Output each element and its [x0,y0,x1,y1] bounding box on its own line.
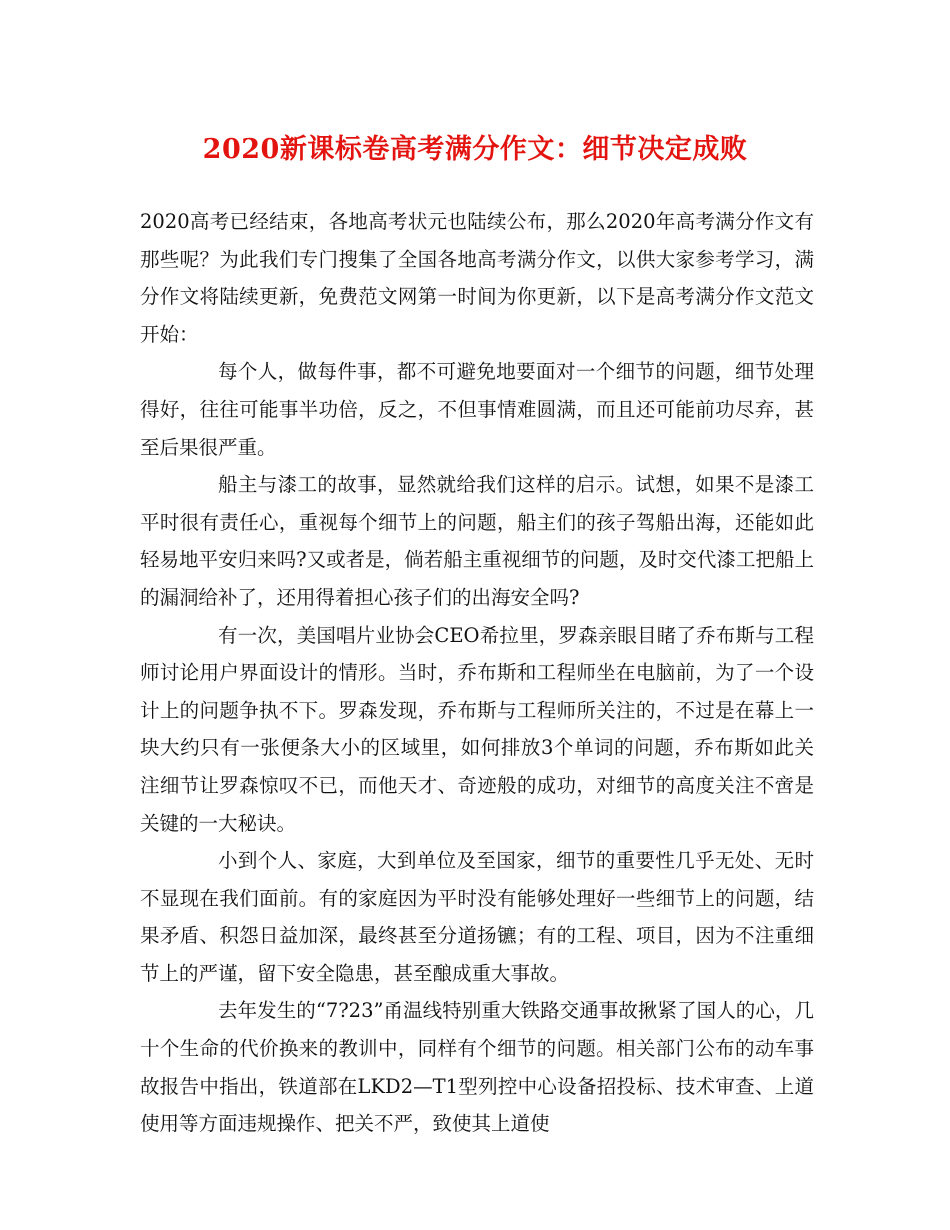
body-paragraph: 每个人，做每件事，都不可避免地要面对一个细节的问题，细节处理得好，往往可能事半功倍，反之，不但事情难圆满，而且还可能前功尽弃，甚至后果很严重。 [140,360,814,459]
body-paragraph: 去年发生的“7?23”甬温线特别重大铁路交通事故揪紧了国人的心，几十个生命的代价换来的教训中，同样有个细节的问题。相关部门公布的动车事故报告中指出，铁道部在LKD2—T1型列控中心设备招投标、技术审查、上道使用等方面违规操作、把关不严，致使其上道使 [140,999,814,1136]
body-paragraph: 小到个人、家庭，大到单位及至国家，细节的重要性几乎无处、无时不显现在我们面前。有的家庭因为平时没有能够处理好一些细节上的问题，结果矛盾、积怨日益加深，最终甚至分道扬镳；有的工程、项目，因为不注重细节上的严谨，留下安全隐患，甚至酿成重大事故。 [140,849,814,985]
intro-paragraph: 2020高考已经结束，各地高考状元也陆续公布，那么2020年高考满分作文有那些呢？为此我们专门搜集了全国各地高考满分作文，以供大家参考学习，满分作文将陆续更新，免费范文网第一时间为你更新，以下是高考满分作文范文开始： [140,210,814,346]
document-title: 2020新课标卷高考满分作文：细节决定成败 [202,134,748,165]
body-paragraph: 有一次，美国唱片业协会CEO希拉里，罗森亲眼目睹了乔布斯与工程师讨论用户界面设计的情形。当时，乔布斯和工程师坐在电脑前，为了一个设计上的问题争执不下。罗森发现，乔布斯与工程师所关注的，不过是在幕上一块大约只有一张便条大小的区域里，如何排放3个单词的问题，乔布斯如此关注细节让罗森惊叹不已，而他天才、奇迹般的成功，对细节的高度关注不啻是关键的一大秘诀。 [140,623,814,835]
document-body [140,203,814,1143]
body-paragraph: 船主与漆工的故事，显然就给我们这样的启示。试想，如果不是漆工平时很有责任心，重视每个细节上的问题，船主们的孩子驾船出海，还能如此轻易地平安归来吗?又或者是，倘若船主重视细节的问题，及时交代漆工把船上的漏洞给补了，还用得着担心孩子们的出海安全吗? [140,473,814,609]
